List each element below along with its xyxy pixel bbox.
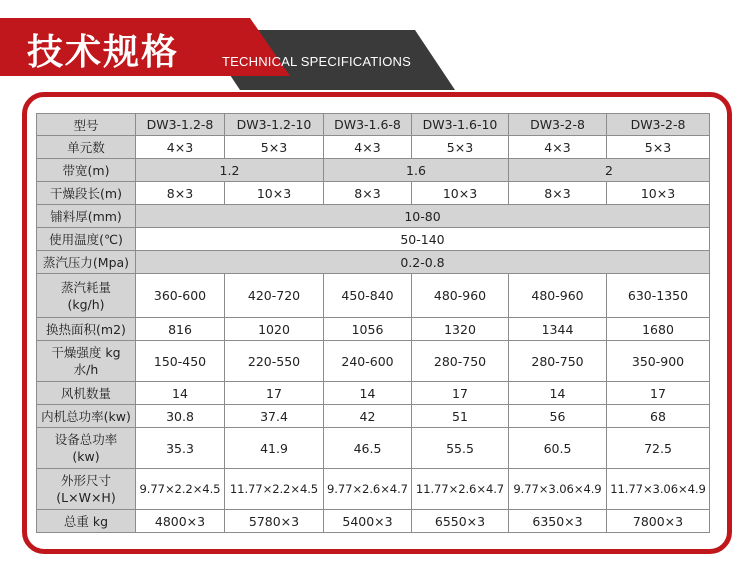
table-cell: 30.8 xyxy=(136,405,225,428)
table-cell: 630-1350 xyxy=(607,274,710,318)
table-cell: 280-750 xyxy=(509,341,607,382)
table-cell: 6350×3 xyxy=(509,510,607,533)
table-cell: 51 xyxy=(412,405,509,428)
table-cell: 6550×3 xyxy=(412,510,509,533)
table-cell: 360-600 xyxy=(136,274,225,318)
table-row-belt-width xyxy=(37,159,710,182)
table-cell: 5400×3 xyxy=(324,510,412,533)
row-label-total-power xyxy=(37,428,136,469)
table-row-fans xyxy=(37,382,710,405)
model-cell: DW3-1.2-8 xyxy=(136,114,225,136)
model-cell: DW3-1.6-10 xyxy=(412,114,509,136)
row-label-pressure: 蒸汽压力(Mpa) xyxy=(37,251,136,274)
table-cell: 14 xyxy=(136,382,225,405)
table-cell: 42 xyxy=(324,405,412,428)
table-cell: 280-750 xyxy=(412,341,509,382)
table-row-model xyxy=(37,114,710,136)
model-cell: DW3-2-8 xyxy=(509,114,607,136)
model-cell: DW3-2-8 xyxy=(607,114,710,136)
table-cell: 1344 xyxy=(509,318,607,341)
table-row-dimensions xyxy=(37,469,710,510)
table-cell: 11.77×2.2×4.5 xyxy=(225,469,324,510)
row-label-dimensions xyxy=(37,469,136,510)
row-label-heat-area: 换热面积(m2) xyxy=(37,318,136,341)
table-cell: 5780×3 xyxy=(225,510,324,533)
table-cell: 10×3 xyxy=(225,182,324,205)
label-line: 设备总功率 xyxy=(54,432,118,447)
row-label-steam xyxy=(37,274,136,318)
table-cell: 8×3 xyxy=(509,182,607,205)
table-cell: 11.77×2.6×4.7 xyxy=(412,469,509,510)
table-row-dry-intensity xyxy=(37,341,710,382)
table-row-pressure xyxy=(37,251,710,274)
table-cell: 1.6 xyxy=(324,159,509,182)
model-cell: DW3-1.6-8 xyxy=(324,114,412,136)
table-cell: 5×3 xyxy=(412,136,509,159)
table-row-temperature xyxy=(37,228,710,251)
table-cell: 816 xyxy=(136,318,225,341)
label-line: 蒸汽耗量 xyxy=(60,279,111,295)
table-cell: 420-720 xyxy=(225,274,324,318)
table-cell: 9.77×3.06×4.9 xyxy=(509,469,607,510)
table-row-total-power xyxy=(37,428,710,469)
table-cell: 480-960 xyxy=(509,274,607,318)
table-cell: 46.5 xyxy=(324,428,412,469)
label-line: (kw) xyxy=(72,449,100,464)
table-cell: 4×3 xyxy=(324,136,412,159)
label-line: (L×W×H) xyxy=(56,490,116,505)
table-cell: 17 xyxy=(225,382,324,405)
table-cell: 7800×3 xyxy=(607,510,710,533)
table-cell: 72.5 xyxy=(607,428,710,469)
label-line: 干燥强度 kg xyxy=(51,345,121,360)
table-cell: 17 xyxy=(412,382,509,405)
table-cell: 8×3 xyxy=(324,182,412,205)
table-row-thickness xyxy=(37,205,710,228)
row-label-fans: 风机数量 xyxy=(37,382,136,405)
table-cell: 4×3 xyxy=(136,136,225,159)
table-cell: 10×3 xyxy=(607,182,710,205)
table-cell: 1320 xyxy=(412,318,509,341)
page-title: 技术规格 xyxy=(27,32,180,73)
table-row-steam xyxy=(37,274,710,318)
table-cell: 5×3 xyxy=(225,136,324,159)
table-cell: 480-960 xyxy=(412,274,509,318)
table-cell: 35.3 xyxy=(136,428,225,469)
row-label-thickness: 铺料厚(mm) xyxy=(37,205,136,228)
table-cell: 17 xyxy=(607,382,710,405)
table-cell: 11.77×3.06×4.9 xyxy=(607,469,710,510)
row-label-dry-length: 干燥段长(m) xyxy=(37,182,136,205)
table-cell: 10-80 xyxy=(136,205,710,228)
table-cell: 450-840 xyxy=(324,274,412,318)
table-cell: 1020 xyxy=(225,318,324,341)
model-cell: DW3-1.2-10 xyxy=(225,114,324,136)
table-cell: 41.9 xyxy=(225,428,324,469)
table-cell: 50-140 xyxy=(136,228,710,251)
table-cell: 9.77×2.2×4.5 xyxy=(136,469,225,510)
label-line: 外形尺寸 xyxy=(60,473,111,488)
row-label-belt-width: 带宽(m) xyxy=(37,159,136,182)
table-cell: 5×3 xyxy=(607,136,710,159)
table-cell: 1.2 xyxy=(136,159,324,182)
table-row-heat-area xyxy=(37,318,710,341)
table-row-dry-length xyxy=(37,182,710,205)
table-cell: 150-450 xyxy=(136,341,225,382)
table-cell: 0.2-0.8 xyxy=(136,251,710,274)
row-label-weight: 总重 kg xyxy=(37,510,136,533)
table-cell: 4800×3 xyxy=(136,510,225,533)
row-label-units: 单元数 xyxy=(37,136,136,159)
row-label-temperature: 使用温度(℃) xyxy=(37,228,136,251)
table-cell: 56 xyxy=(509,405,607,428)
table-cell: 60.5 xyxy=(509,428,607,469)
table-cell: 10×3 xyxy=(412,182,509,205)
table-cell: 1680 xyxy=(607,318,710,341)
table-cell: 220-550 xyxy=(225,341,324,382)
table-cell: 1056 xyxy=(324,318,412,341)
label-line: 水/h xyxy=(73,362,99,377)
table-cell: 9.77×2.6×4.7 xyxy=(324,469,412,510)
table-cell: 240-600 xyxy=(324,341,412,382)
table-row-weight xyxy=(37,510,710,533)
table-cell: 68 xyxy=(607,405,710,428)
table-cell: 8×3 xyxy=(136,182,225,205)
row-label-dry-intensity xyxy=(37,341,136,382)
table-cell: 4×3 xyxy=(509,136,607,159)
table-cell: 55.5 xyxy=(412,428,509,469)
table-cell: 14 xyxy=(324,382,412,405)
spec-table xyxy=(36,113,710,533)
label-line: (kg/h) xyxy=(67,296,105,312)
row-label-inner-power: 内机总功率(kw) xyxy=(37,405,136,428)
table-cell: 37.4 xyxy=(225,405,324,428)
table-cell: 2 xyxy=(509,159,710,182)
table-row-inner-power xyxy=(37,405,710,428)
table-cell: 14 xyxy=(509,382,607,405)
row-label-model: 型号 xyxy=(37,114,136,136)
page-subtitle: TECHNICAL SPECIFICATIONS xyxy=(222,54,411,69)
table-row-units xyxy=(37,136,710,159)
table-cell: 350-900 xyxy=(607,341,710,382)
